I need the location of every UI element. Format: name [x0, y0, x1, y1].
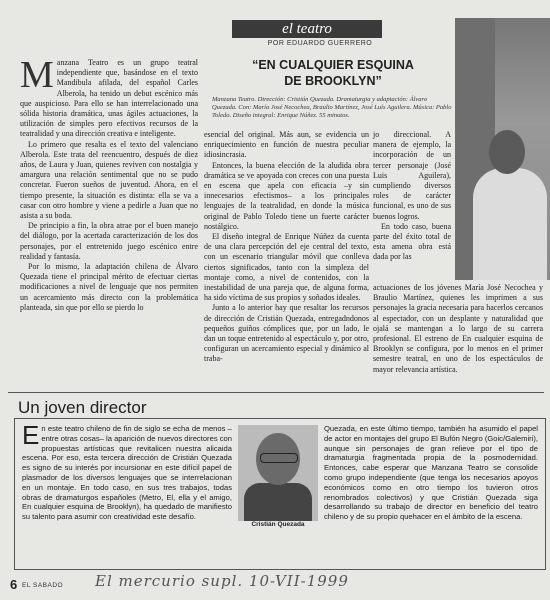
article-paragraph: Entonces, la buena elección de la aludida obra dramática se ve apoyada con creces con una puesta en escena que apela con eficacia –y sin innecesarios efectismos– a los principales lenguajes de la teatralidad, en donde la música original de Pablo Toledo tiene un fuerte carácter nostálgico.: [204, 160, 369, 231]
article-column-3: [373, 130, 451, 263]
director-photo: [238, 425, 318, 521]
section-header: el teatro: [232, 20, 382, 38]
handwritten-note: El mercurio supl. 10-VII-1999: [95, 572, 349, 590]
page-number: 6: [10, 577, 18, 592]
article-column-2: [204, 130, 369, 365]
sidebar-dropcap: E: [22, 420, 40, 450]
article-paragraph: De principio a fin, la obra atrae por el buen manejo del diálogo, por la acertada caracterización de los dos personajes, por el entretenido juego escénico entre realidad y fantasía.: [20, 221, 198, 261]
sidebar-text-left: n este teatro chileno de fin de siglo se echa de menos –entre otras cosas– la aparición de nuevos directores con propuestas artísticas que revitalicen nuestra alicaida escena. Por eso, esta tercera dirección de Cristián Quezada es signo de su interés por incursionar en este difícil papel de plasmador de los diversos lenguajes que se interrelacionan en un montaje. En todo caso, en sus tres trabajos, todas obras de dramaturgos españoles (Metro, El, ella y el amigo, En cualquier esquina de Brooklyn), ha quedado de manifiesto su talento para asumir con creatividad este desafío.: [22, 424, 232, 522]
sidebar-text-right: Quezada, en este último tiempo, también ha asumido el papel de actor en montajes del grupo El Bufón Negro (Goic/Galemiri), aunque sin personajes de gran relieve por el tipo de dramaturgia fragmentada propia de la posmodernidad. Entonces, cabe esperar que Manzana Teatro se consolide como grupo independiente (que tenga los necesarios apoyos económicos como en otro tiempo los tuvieron otros renombrados colectivos) y que Cristián Quezada siga desarrollando su trabajo de director en beneficio del teatro chileno y de su propio quehacer en el ámbito de la escena.: [324, 424, 538, 522]
actor-photo: [455, 18, 550, 280]
article-paragraph: Junto a lo anterior hay que resaltar los recursos de dirección de Cristián Quezada, entregadndonos pequeños guiños cómplices que, por un lado, le dan un toque entretenido al espectáculo y, por otro, configuran un acercamiento especial y dinámico al traba-: [204, 303, 369, 364]
section-divider: [8, 392, 544, 393]
sidebar-column-right: [324, 424, 538, 522]
publication-name: EL SABADO: [22, 582, 64, 589]
sidebar-column-left: [22, 420, 232, 522]
headline: [212, 57, 454, 95]
article-paragraph: esencial del original. Más aun, se evidencia un enriquecimiento en función de nuestra peculiar idiosincrasia.: [204, 130, 369, 160]
article-paragraph: actuaciones de los jóvenes María José Necochea y Braulio Martínez, quienes les imprimen a sus personajes la gracia necesaria para hacerlos cercanos al espectador, con un desplante y naturalidad que ojalá se mantengan a lo largo de su carrera profesional. El estreno de En cualquier esquina de Brooklyn se configura, por lo menos en el primer semestre teatral, en uno de los espectáculos de mayor relevancia artística.: [373, 283, 543, 374]
article-paragraph: En todo caso, buena parte del éxito total de esta amena obra está dada por las: [373, 221, 451, 262]
photo-caption: Cristián Quezada: [251, 521, 305, 528]
article-paragraph: jo direccional. A manera de ejemplo, la incorporación de un tercer personaje (José Luis Aguilera), cumpliendo diversos roles de carácter funcional, es uno de sus buenos logros.: [373, 130, 451, 221]
article-column-1: [20, 54, 198, 313]
headline-line-1: “EN CUALQUIER ESQUINA: [252, 58, 414, 72]
article-paragraph: El diseño integral de Enrique Núñez da cuenta de una clara percepción del eje central del texto, con un escenario triangular móvil que conlleva ciertos significados, tanto con la simpleza del montaje como, a nivel de contenidos, con la inestabilidad de una pareja que, de alguna forma, ha sido víctima de sus propios y soñados ideales.: [204, 232, 369, 303]
headline-line-2: DE BROOKLYN”: [284, 74, 382, 88]
production-credits: Manzana Teatro. Dirección: Cristián Quezada. Dramaturgia y adaptación: Álvaro Quezada. Con: María José Necochea, Braulio Martínez, José Luís Aguilera. Música: Pablo Toledo. Diseño integral: Enrique Núñez. 55 minutos.: [212, 96, 452, 119]
article-paragraph: Lo primero que resalta es el texto del valenciano Alberola. Este trata del reencuentro, después de diez años, de Laura y Juan, quienes reviven con nostalgia y amargura una relación sentimental que no se pudo concretar. Fueron sueños de juventud. Ahora, en el tiempo presente, la situación es distinta: ella se va a casar con otro hombre y viene a pedirle a Juan que no asista a su boda.: [20, 139, 198, 221]
article-dropcap: M: [20, 54, 54, 96]
article-paragraph: Por lo mismo, la adaptación chilena de Álvaro Quezada tiene el principal mérito de efectuar ciertas modificaciones a nivel de lenguaje que nos permiten un acercamiento más directo con la problemática planteada, sin que por ello se pierdo lo: [20, 262, 198, 312]
byline: POR EDUARDO GUERRERO: [267, 40, 373, 47]
article-paragraph: anzana Teatro es un grupo teatral independiente que, basándose en el texto Mandibula afilada, del español Carles Alberola, ha tenido un debut escénico más que auspicioso. Para ello se han interrelacionado una sólida historia dramática, unas ágiles actuaciones, la utilización de simples pero efectivos recursos de la teatralidad y una dirección creativa e inteligente.: [20, 58, 198, 139]
sidebar-title: Un joven director: [18, 398, 147, 417]
article-column-3-continued: [373, 283, 543, 375]
